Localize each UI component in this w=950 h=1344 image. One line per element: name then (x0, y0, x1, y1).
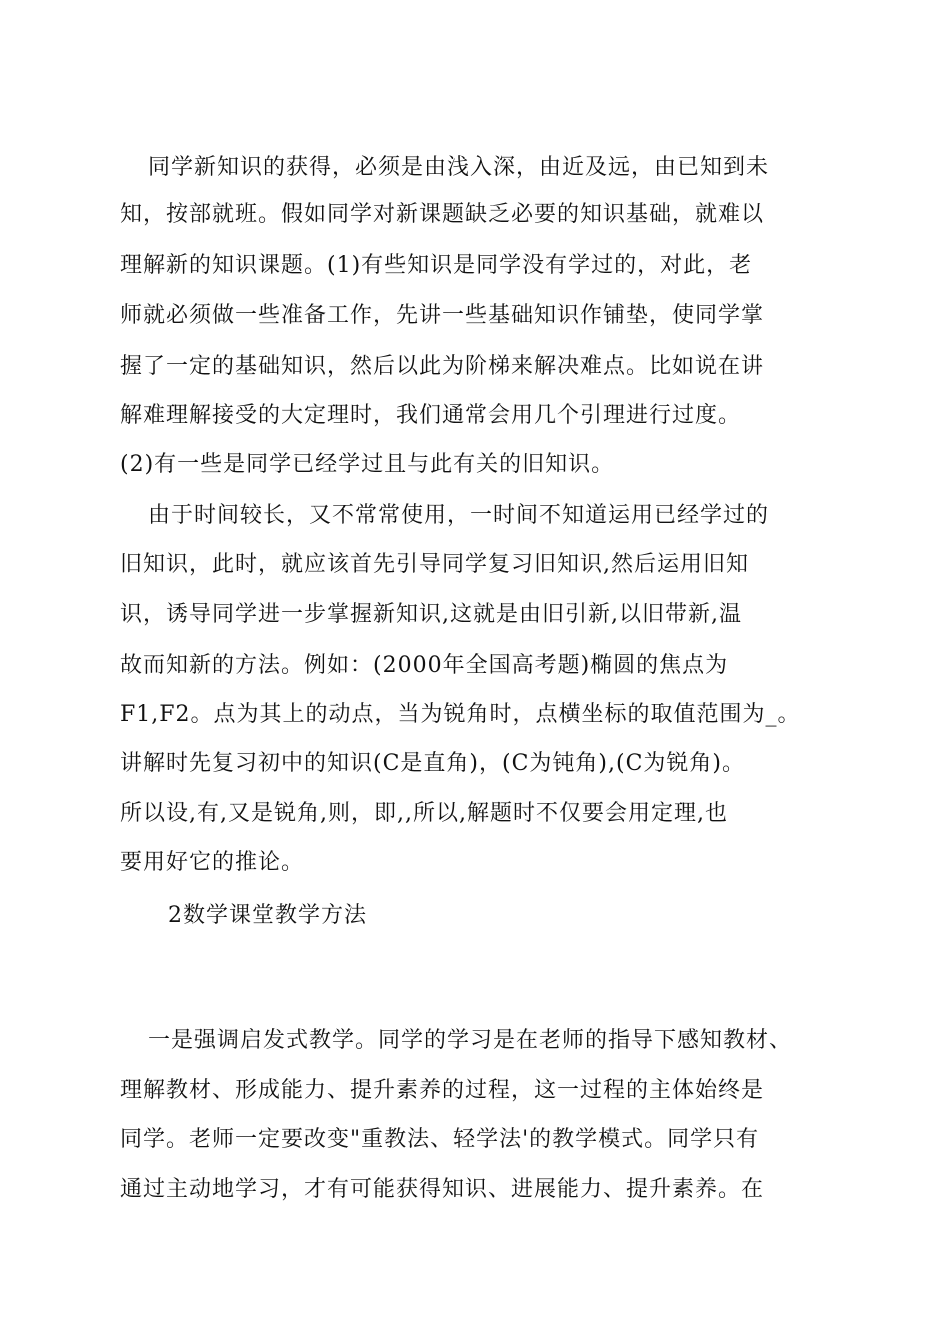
paragraph-1-line-4: 师就必须做一些准备工作，先讲一些基础知识作铺垫，使同学掌 (120, 303, 765, 328)
paragraph-1-line-1: 同学新知识的获得，必须是由浅入深，由近及远，由已知到未 (148, 155, 770, 180)
paragraph-1-line-5: 握了一定的基础知识，然后以此为阶梯来解决难点。比如说在讲 (120, 354, 765, 379)
paragraph-2-line-3: 识，诱导同学进一步掌握新知识,这就是由旧引新,以旧带新,温 (120, 602, 742, 627)
paragraph-3-line-4: 通过主动地学习，才有可能获得知识、进展能力、提升素养。在 (120, 1177, 765, 1202)
paragraph-1-line-6: 解难理解接受的大定理时，我们通常会用几个引理进行过度。 (120, 403, 742, 428)
paragraph-2-line-1: 由于时间较长，又不常常使用，一时间不知道运用已经学过的 (148, 503, 770, 528)
section-heading: 2数学课堂教学方法 (168, 903, 367, 928)
paragraph-2-line-6: 讲解时先复习初中的知识(C是直角)，(C为钝角),(C为锐角)。 (120, 751, 745, 776)
paragraph-1-line-2: 知，按部就班。假如同学对新课题缺乏必要的知识基础，就难以 (120, 202, 765, 227)
paragraph-2-line-5: F1,F2。点为其上的动点，当为锐角时，点横坐标的取值范围为_。 (120, 702, 801, 727)
paragraph-1-line-3: 理解新的知识课题。(1)有些知识是同学没有学过的，对此，老 (120, 253, 753, 278)
paragraph-2-line-4: 故而知新的方法。例如：(2000年全国高考题)椭圆的焦点为 (120, 653, 729, 678)
paragraph-3-line-2: 理解教材、形成能力、提升素养的过程，这一过程的主体始终是 (120, 1078, 765, 1103)
paragraph-3-line-3: 同学。老师一定要改变"重教法、轻学法'的教学模式。同学只有 (120, 1127, 760, 1152)
paragraph-2-line-2: 旧知识，此时，就应该首先引导同学复习旧知识,然后运用旧知 (120, 552, 749, 577)
paragraph-2-line-8: 要用好它的推论。 (120, 850, 305, 875)
paragraph-2-line-7: 所以设,有,又是锐角,则，即,,所以,解题时不仅要会用定理,也 (120, 801, 728, 826)
paragraph-1-line-7: (2)有一些是同学已经学过且与此有关的旧知识。 (120, 452, 615, 477)
paragraph-3-line-1: 一是强调启发式教学。同学的学习是在老师的指导下感知教材、 (148, 1028, 793, 1053)
